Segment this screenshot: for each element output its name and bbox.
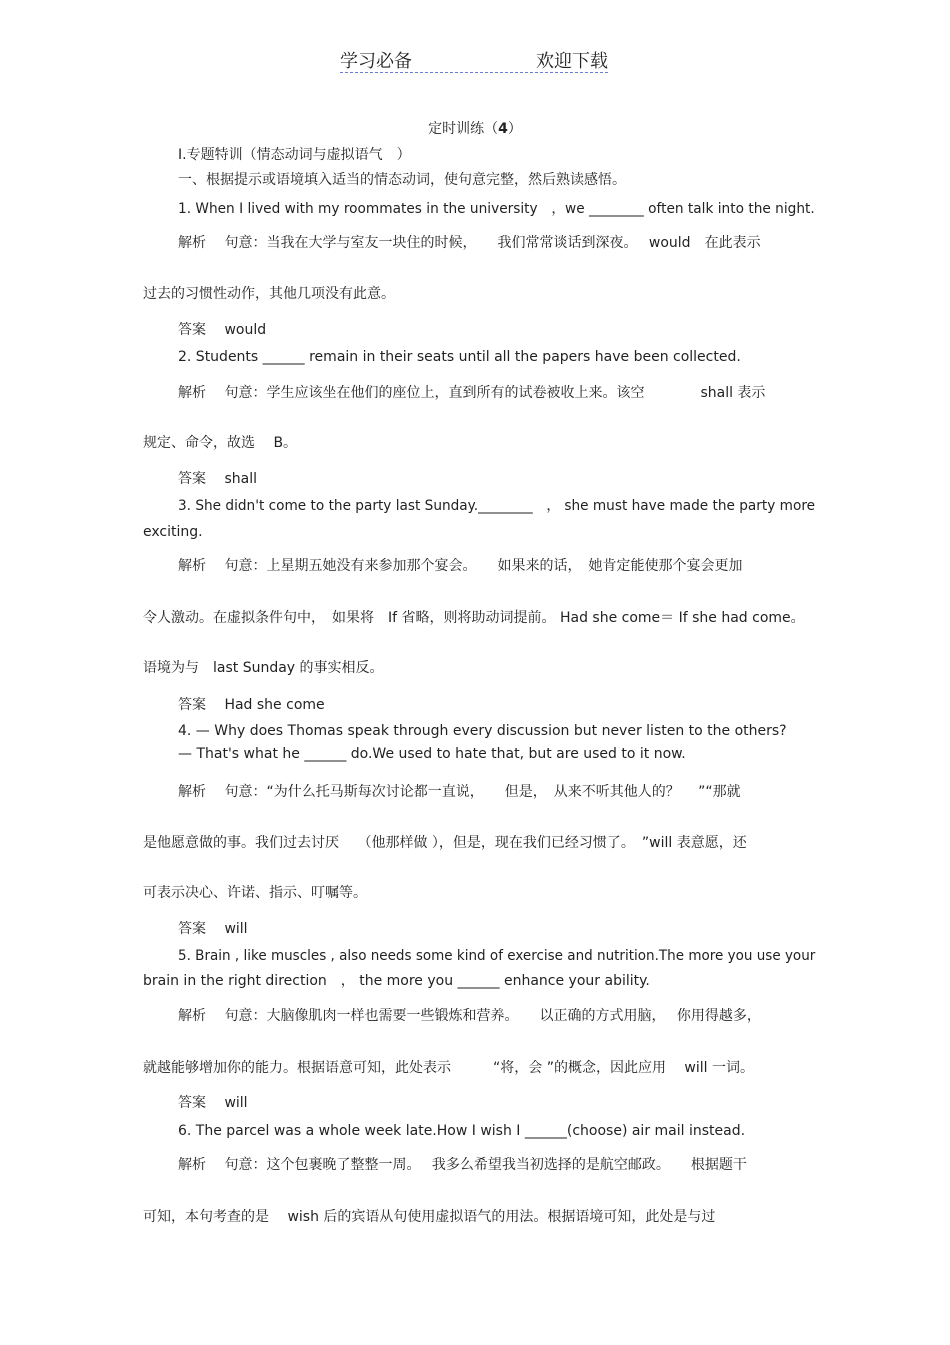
explanation-4-line-1: 解析 句意：“为什么托马斯每次讨论都一直说， 但是， 从来不听其他人的？ ”“那就: [178, 784, 741, 800]
explanation-2-line-2: 规定、命令，故选 B。: [143, 435, 298, 451]
header-left-text: 学习必备: [340, 51, 412, 72]
explanation-2-line-1: 解析 句意：学生应该坐在他们的座位上，直到所有的试卷被收上来。该空 shall 表示: [178, 385, 766, 401]
answer-4: 答案 will: [178, 921, 248, 937]
explanation-1-line-2: 过去的习惯性动作，其他几项没有此意。: [143, 286, 395, 302]
question-1: 1. When I lived with my roommates in the university ，we ________ often talk into the night.: [178, 201, 815, 217]
title-suffix: ）: [507, 121, 522, 137]
page-title: [0, 120, 950, 138]
explanation-4-line-2: 是他愿意做的事。我们过去讨厌 （他那样做 ），但是，现在我们已经习惯了。 ”will 表意愿，还: [143, 835, 747, 851]
explanation-6-line-2: 可知，本句考查的是 wish 后的宾语从句使用虚拟语气的用法。根据语境可知，此处是与过: [143, 1209, 716, 1225]
question-3-line-2: exciting.: [143, 524, 203, 540]
question-5-line-1: 5. Brain , like muscles , also needs some kind of exercise and nutrition.The more you use your: [178, 948, 816, 964]
answer-1: 答案 would: [178, 322, 267, 338]
explanation-3-line-3: 语境为与 last Sunday 的事实相反。: [143, 660, 384, 676]
explanation-5-line-2: 就越能够增加你的能力。根据语意可知，此处表示 “将，会 ”的概念，因此应用 will 一词。: [143, 1060, 754, 1076]
explanation-4-line-3: 可表示决心、许诺、指示、叮嘱等。: [143, 885, 367, 901]
title-number: 4: [498, 121, 508, 137]
explanation-6-line-1: 解析 句意：这个包裹晚了整整一周。 我多么希望我当初选择的是航空邮政。 根据题干: [178, 1157, 747, 1173]
page-header: [340, 46, 608, 73]
title-prefix: 定时训练（: [428, 121, 499, 137]
question-6: 6. The parcel was a whole week late.How I wish I ______(choose) air mail instead.: [178, 1123, 746, 1139]
question-4-line-1: 4. — Why does Thomas speak through every discussion but never listen to the others?: [178, 723, 787, 739]
answer-5: 答案 will: [178, 1095, 248, 1111]
explanation-5-line-1: 解析 句意：大脑像肌肉一样也需要一些锻炼和营养。 以正确的方式用脑， 你用得越多，: [178, 1008, 761, 1024]
explanation-3-line-2: 令人激动。在虚拟条件句中， 如果将 If 省略，则将助动词提前。 Had she come＝ If she had come。: [143, 610, 805, 626]
question-3-line-1: 3. She didn't come to the party last Sunday.________ ， she must have made the party more: [178, 498, 816, 514]
answer-2: 答案 shall: [178, 471, 257, 487]
instruction: 一、根据提示或语境填入适当的情态动词，使句意完整，然后熟读感悟。: [178, 172, 626, 188]
explanation-3-line-1: 解析 句意：上星期五她没有来参加那个宴会。 如果来的话， 她肯定能使那个宴会更加: [178, 558, 743, 574]
section-heading: Ⅰ.专题特训（情态动词与虚拟语气 ）: [178, 147, 411, 163]
header-right-text: 欢迎下载: [536, 51, 608, 72]
answer-3: 答案 Had she come: [178, 697, 325, 713]
explanation-1-line-1: 解析 句意：当我在大学与室友一块住的时候， 我们常常谈话到深夜。 would 在此表示: [178, 235, 761, 251]
question-2: 2. Students ______ remain in their seats until all the papers have been collected.: [178, 349, 741, 365]
question-4-line-2: — That's what he ______ do.We used to hate that, but are used to it now.: [178, 746, 686, 762]
question-5-line-2: brain in the right direction ， the more you ______ enhance your ability.: [143, 973, 650, 989]
